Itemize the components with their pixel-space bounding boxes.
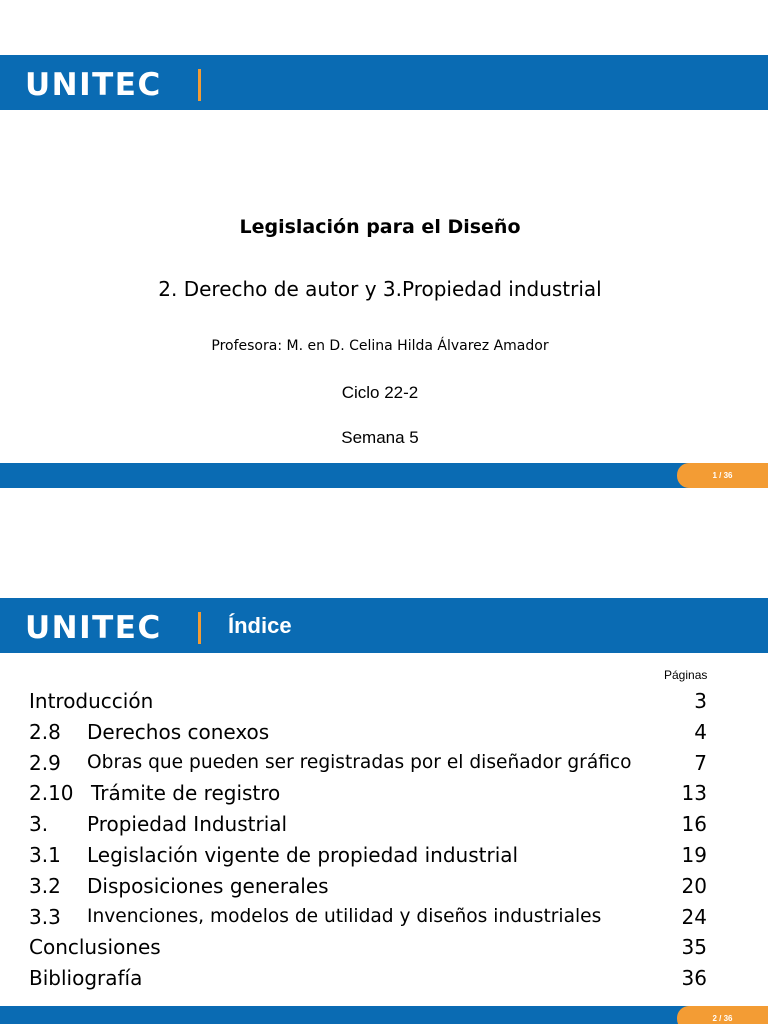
toc-page: 20 (681, 873, 707, 898)
toc-page: 24 (681, 904, 707, 929)
toc-number: 2.9 (29, 750, 61, 775)
toc-number: 2.10 (29, 781, 74, 806)
slide-footer (0, 463, 768, 488)
toc-label: Trámite de registro (91, 781, 281, 806)
page-indicator: 2 / 36 (677, 1006, 768, 1024)
toc-row (29, 686, 719, 717)
slide-footer (0, 1006, 768, 1024)
page-indicator: 1 / 36 (677, 463, 768, 488)
slide-title: Índice (228, 613, 292, 638)
toc-row (29, 932, 719, 963)
course-subtitle: 2. Derecho de autor y 3.Propiedad industrial (158, 277, 602, 301)
toc-number: 3.1 (29, 842, 61, 867)
toc-label: Derechos conexos (87, 719, 270, 744)
toc-row (29, 871, 719, 902)
toc-label: Conclusiones (29, 935, 161, 960)
toc-number: 3. (29, 812, 49, 837)
toc-page: 16 (681, 812, 707, 837)
toc-label: Bibliografía (29, 966, 143, 991)
toc-label: Propiedad Industrial (87, 812, 288, 837)
unitec-logo: UNITEC (25, 610, 162, 646)
toc-row (29, 748, 719, 779)
toc-row (29, 963, 719, 994)
slide-header (0, 55, 768, 110)
slide-2 (0, 598, 768, 1024)
week-label: Semana 5 (341, 428, 419, 447)
toc-label: Obras que pueden ser registradas por el diseñador gráfico (87, 751, 632, 773)
toc-row (29, 717, 719, 748)
logo-divider (198, 612, 201, 644)
toc-number: 3.3 (29, 904, 61, 929)
toc-page: 19 (681, 842, 707, 867)
toc-row (29, 840, 719, 871)
professor-name: Profesora: M. en D. Celina Hilda Álvarez Amador (211, 338, 549, 354)
toc-row (29, 902, 719, 933)
toc-label: Introducción (29, 689, 154, 713)
toc-row (29, 809, 719, 840)
toc-number: 2.8 (29, 719, 61, 744)
course-title: Legislación para el Diseño (239, 216, 521, 238)
toc-label: Legislación vigente de propiedad industrial (87, 842, 519, 867)
table-of-contents (29, 686, 719, 994)
toc-number: 3.2 (29, 873, 61, 898)
toc-label: Disposiciones generales (87, 873, 329, 898)
logo-divider (198, 69, 201, 101)
toc-page: 35 (681, 935, 707, 960)
toc-page: 4 (694, 719, 707, 744)
toc-row (29, 778, 719, 809)
unitec-logo: UNITEC (25, 67, 162, 103)
slide-header (0, 598, 768, 653)
toc-page: 36 (681, 966, 707, 991)
toc-page: 3 (694, 689, 707, 713)
pages-column-label: Páginas (664, 668, 708, 682)
toc-page: 13 (681, 781, 707, 806)
toc-page: 7 (694, 750, 707, 775)
slide-1 (0, 55, 768, 488)
toc-label: Invenciones, modelos de utilidad y diseños industriales (87, 905, 602, 927)
cycle-label: Ciclo 22-2 (341, 383, 419, 402)
